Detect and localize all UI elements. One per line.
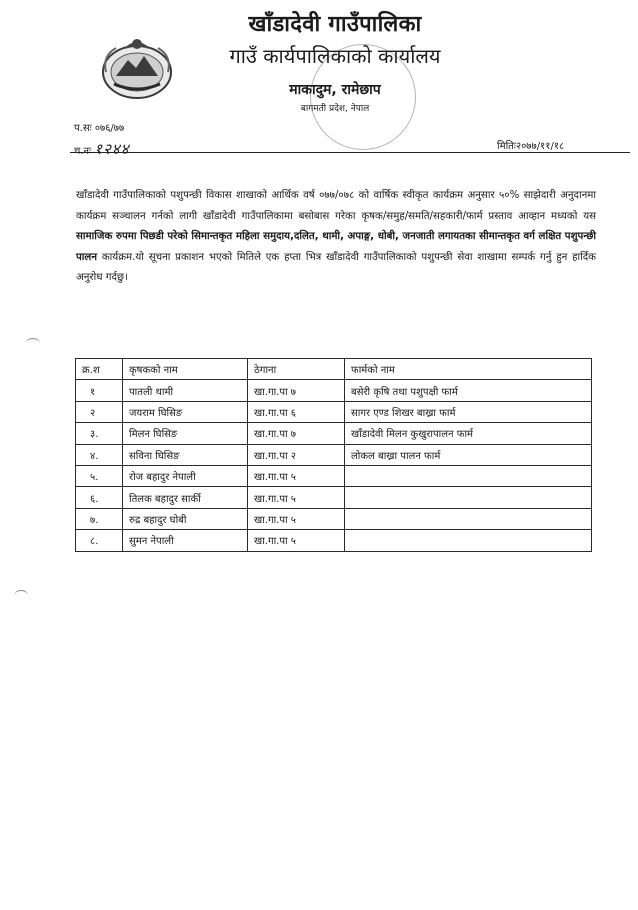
col-header-address: ठेगाना <box>248 359 345 380</box>
table-row <box>76 530 592 551</box>
body-part-1: खाँडादेवी गाउँपालिकाको पशुपन्छी विकास शाखाको आर्थिक वर्ष ०७७/०७८ को वार्षिक स्वीकृत कार्यक्रम अनुसार ५०% साझेदारी अनुदानमा कार्यक्रम सञ्चालन गर्नको लागी खाँडादेवी गाउँपालिकामा बसोबास गरेका कृषक/समुह/समति/सहकारी/फार्म प्रस्ताव आव्हान मध्यको यस <box>76 190 596 222</box>
cell-address: खा.गा.पा ५ <box>248 508 345 529</box>
cell-sn: ८. <box>76 530 123 551</box>
cell-farmer-name: सविना घिसिङ <box>123 444 248 465</box>
office-address: माकादुम, रामेछाप <box>289 82 381 98</box>
reference-cn <box>74 139 130 159</box>
cell-sn: ५. <box>76 465 123 486</box>
table-row <box>76 444 592 465</box>
office-name: गाउँ कार्यपालिकाको कार्यालय <box>229 44 441 68</box>
cell-farmer-name: तिलक बहादुर सार्की <box>123 487 248 508</box>
body-part-3: कार्यक्रम.यो सूचना प्रकाशन भएको मितिले एक हप्ता भित्र खाँडादेवी गाउँपालिकाको पशुपन्छी सेवा शाखामा सम्पर्क गर्नु हुन हार्दिक अनुरोध गर्दछु। <box>76 251 597 283</box>
cell-address: खा.गा.पा ७ <box>248 423 345 444</box>
date-value: २०७७/११/१८ <box>515 141 565 152</box>
cn-value: १२४४ <box>94 140 130 158</box>
cell-address: खा.गा.पा ७ <box>248 380 345 401</box>
cell-farmer-name: सुमन नेपाली <box>123 530 248 551</box>
org-name: खाँडादेवी गाउँपालिका <box>248 12 422 37</box>
cell-sn: ७. <box>76 508 123 529</box>
table-row <box>76 423 592 444</box>
header-divider <box>70 152 630 153</box>
province-line: बागमती प्रदेश, नेपाल <box>300 104 370 114</box>
col-header-farmer-name: कृषकको नाम <box>123 359 248 380</box>
cell-farmer-name: जयराम घिसिङ <box>123 401 248 422</box>
cell-sn: २ <box>76 401 123 422</box>
notice-body <box>76 186 596 289</box>
table-row <box>76 380 592 401</box>
cell-address: खा.गा.पा २ <box>248 444 345 465</box>
table-row <box>76 508 592 529</box>
cell-farm-name <box>345 465 592 486</box>
cell-farm-name: लोकल बाख्रा पालन फार्म <box>345 444 592 465</box>
cn-label: च.नः <box>74 146 92 157</box>
cell-farmer-name: मिलन घिसिङ <box>123 423 248 444</box>
date-label: मितिः <box>497 141 516 152</box>
cell-farmer-name: रोज बहादुर नेपाली <box>123 465 248 486</box>
table-row <box>76 487 592 508</box>
ps-value: ०७६/७७ <box>94 123 125 134</box>
table-row <box>76 465 592 486</box>
margin-mark <box>14 590 28 601</box>
table-header-row <box>76 359 592 380</box>
cell-address: खा.गा.पा ५ <box>248 487 345 508</box>
reference-ps <box>74 120 124 134</box>
ps-label: प.सः <box>74 123 92 134</box>
cell-farm-name: सागर एण्ड शिखर बाख्रा फार्म <box>345 401 592 422</box>
cell-address: खा.गा.पा ५ <box>248 530 345 551</box>
cell-farmer-name: रुद्र बहादुर घोबी <box>123 508 248 529</box>
cell-address: खा.गा.पा ६ <box>248 401 345 422</box>
cell-farm-name <box>345 530 592 551</box>
cell-farm-name: बसेरी कृषि तथा पशुपक्षी फार्म <box>345 380 592 401</box>
cell-address: खा.गा.पा ५ <box>248 465 345 486</box>
cell-farm-name <box>345 487 592 508</box>
cell-sn: ४. <box>76 444 123 465</box>
margin-mark <box>26 338 40 349</box>
cell-farm-name: खाँडादेवी मिलन कुखुरापालन फार्म <box>345 423 592 444</box>
cell-sn: ६. <box>76 487 123 508</box>
col-header-farm-name: फार्मको नाम <box>345 359 592 380</box>
col-header-sn: क्र.श <box>76 359 123 380</box>
table-row <box>76 401 592 422</box>
cell-farm-name <box>345 508 592 529</box>
issue-date <box>497 138 564 152</box>
cell-sn: ३. <box>76 423 123 444</box>
cell-sn: १ <box>76 380 123 401</box>
cell-farmer-name: पातली थामी <box>123 380 248 401</box>
body-part-2: सामाजिक रुपमा पिछडी परेको सिमान्तकृत महिला समुदाय,दलित, थामी, अपाङ्ग, धोबी, जनजाती लगायतका सीमान्तकृत वर्ग लक्षित पशुपन्छी पालन <box>76 231 596 263</box>
applicants-table <box>75 358 592 552</box>
